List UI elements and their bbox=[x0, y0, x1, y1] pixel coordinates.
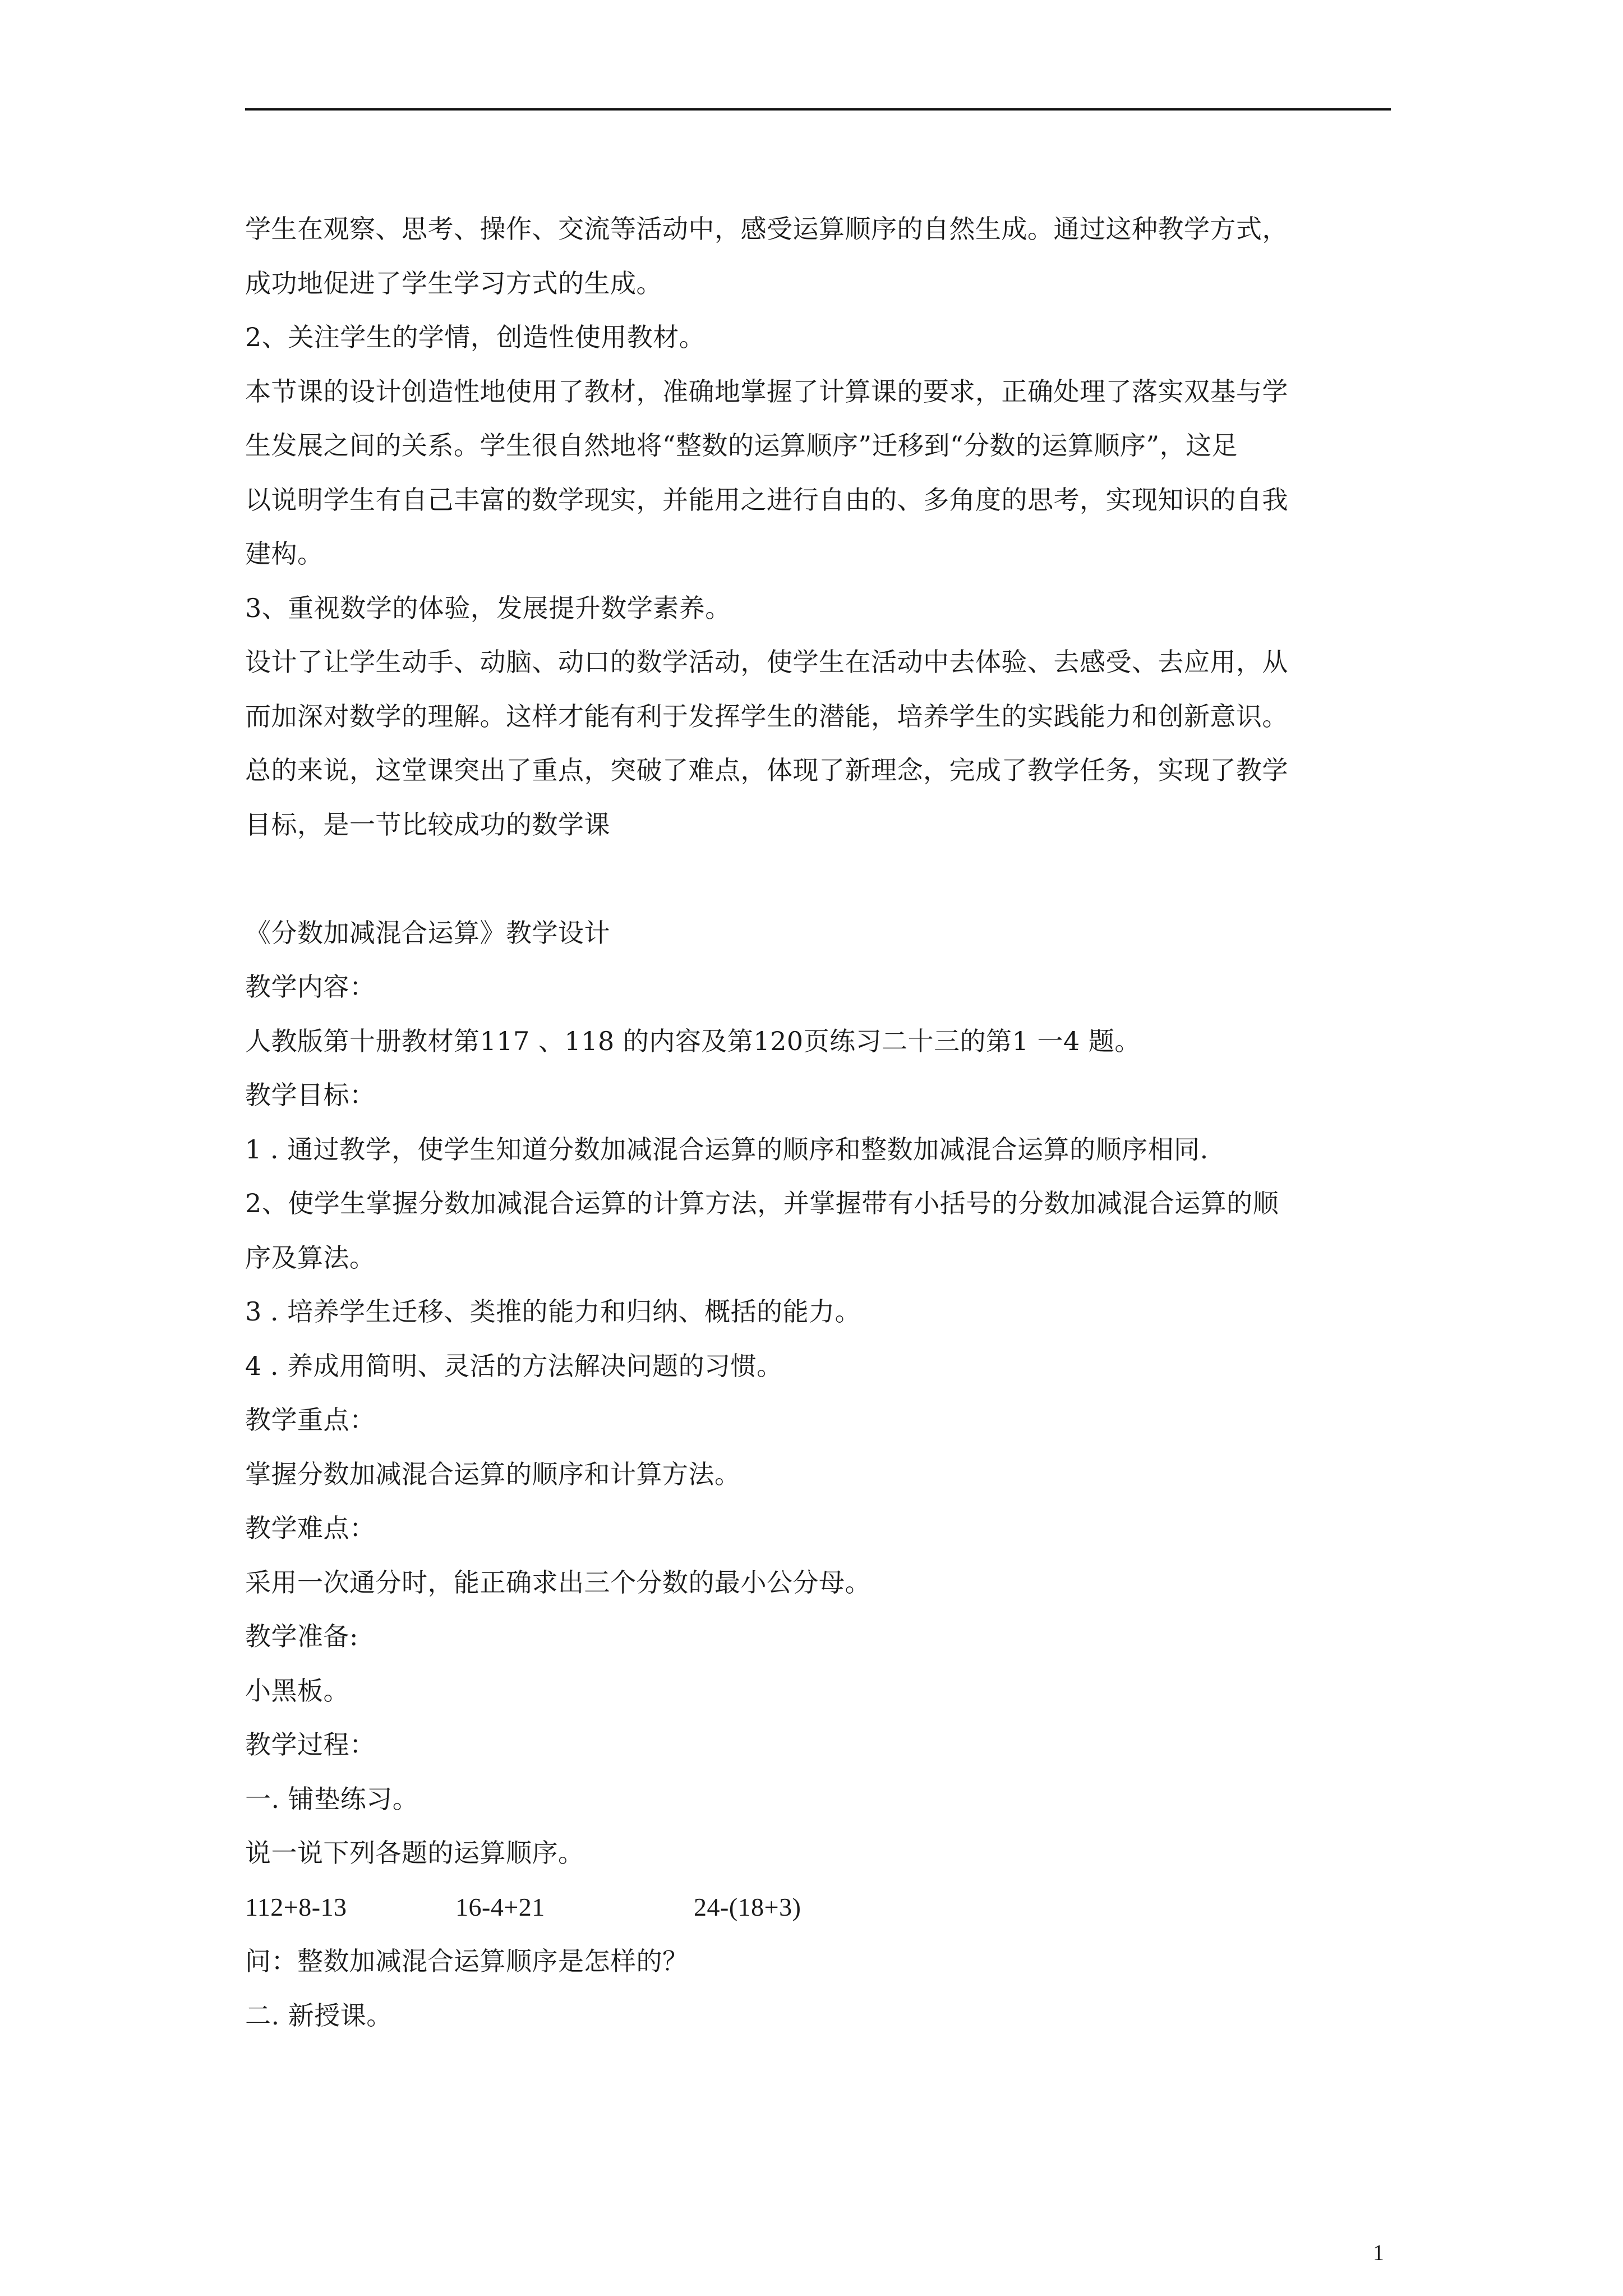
paragraph-line: 说一说下列各题的运算顺序。 bbox=[245, 1838, 584, 1868]
paragraph-line: 以说明学生有自己丰富的数学现实，并能用之进行自由的、多角度的思考，实现知识的自我 bbox=[245, 484, 1288, 515]
paragraph-line: 总的来说，这堂课突出了重点，突破了难点，体现了新理念，完成了教学任务，实现了教学 bbox=[245, 755, 1288, 785]
section-heading: 二. 新授课。 bbox=[245, 2000, 393, 2031]
list-item: 1 . 通过教学，使学生知道分数加减混合运算的顺序和整数加减混合运算的顺序相同. bbox=[245, 1134, 1209, 1165]
expression: 112+8-13 bbox=[245, 1892, 347, 1921]
paragraph-line: 生发展之间的关系。学生很自然地将“整数的运算顺序”迁移到“分数的运算顺序”，这足 bbox=[245, 430, 1238, 461]
document-title: 《分数加减混合运算》教学设计 bbox=[245, 917, 610, 948]
expression-row bbox=[245, 1880, 1391, 1935]
document-body bbox=[245, 202, 1391, 2042]
paragraph-line: 设计了让学生动手、动脑、动口的数学活动，使学生在活动中去体验、去感受、去应用，从 bbox=[245, 647, 1288, 677]
paragraph-line: 目标，是一节比较成功的数学课 bbox=[245, 809, 610, 840]
section-heading: 3、重视数学的体验，发展提升数学素养。 bbox=[245, 592, 731, 623]
paragraph-line: 掌握分数加减混合运算的顺序和计算方法。 bbox=[245, 1458, 741, 1489]
label-teaching-content: 教学内容： bbox=[245, 972, 376, 1002]
list-item: 3 . 培养学生迁移、类推的能力和归纳、概括的能力。 bbox=[245, 1296, 861, 1327]
paragraph-line: 人教版第十册教材第117 、118 的内容及第120页练习二十三的第1 一4 题。 bbox=[245, 1025, 1141, 1056]
label-preparation: 教学准备: bbox=[245, 1621, 358, 1651]
paragraph-line: 问：整数加减混合运算顺序是怎样的？ bbox=[245, 1946, 689, 1976]
section-heading: 一. 铺垫练习。 bbox=[245, 1783, 419, 1814]
list-item: 4 . 养成用简明、灵活的方法解决问题的习惯。 bbox=[245, 1350, 783, 1381]
header-rule bbox=[245, 108, 1391, 111]
label-difficulties: 教学难点： bbox=[245, 1513, 376, 1543]
paragraph-line: 成功地促进了学生学习方式的生成。 bbox=[245, 268, 662, 298]
paragraph-gap bbox=[245, 852, 1391, 906]
expression: 16-4+21 bbox=[455, 1892, 545, 1921]
paragraph-line: 序及算法。 bbox=[245, 1242, 376, 1273]
paragraph-line: 建构。 bbox=[245, 539, 324, 569]
paragraph-line: 采用一次通分时，能正确求出三个分数的最小公分母。 bbox=[245, 1567, 871, 1598]
label-teaching-goals: 教学目标： bbox=[245, 1080, 376, 1110]
paragraph-line: 本节课的设计创造性地使用了教材，准确地掌握了计算课的要求，正确处理了落实双基与学 bbox=[245, 376, 1288, 407]
page-number: 1 bbox=[1373, 2240, 1384, 2265]
expression: 24-(18+3) bbox=[694, 1892, 801, 1921]
label-process: 教学过程： bbox=[245, 1729, 376, 1760]
paragraph-line: 小黑板。 bbox=[245, 1675, 349, 1706]
list-item: 2、使学生掌握分数加减混合运算的计算方法，并掌握带有小括号的分数加减混合运算的顺 bbox=[245, 1188, 1279, 1218]
section-heading: 2、关注学生的学情，创造性使用教材。 bbox=[245, 322, 706, 352]
paragraph-line: 学生在观察、思考、操作、交流等活动中，感受运算顺序的自然生成。通过这种教学方式， bbox=[245, 214, 1288, 244]
label-key-points: 教学重点： bbox=[245, 1405, 376, 1435]
paragraph-line: 而加深对数学的理解。这样才能有利于发挥学生的潜能，培养学生的实践能力和创新意识。 bbox=[245, 701, 1288, 731]
